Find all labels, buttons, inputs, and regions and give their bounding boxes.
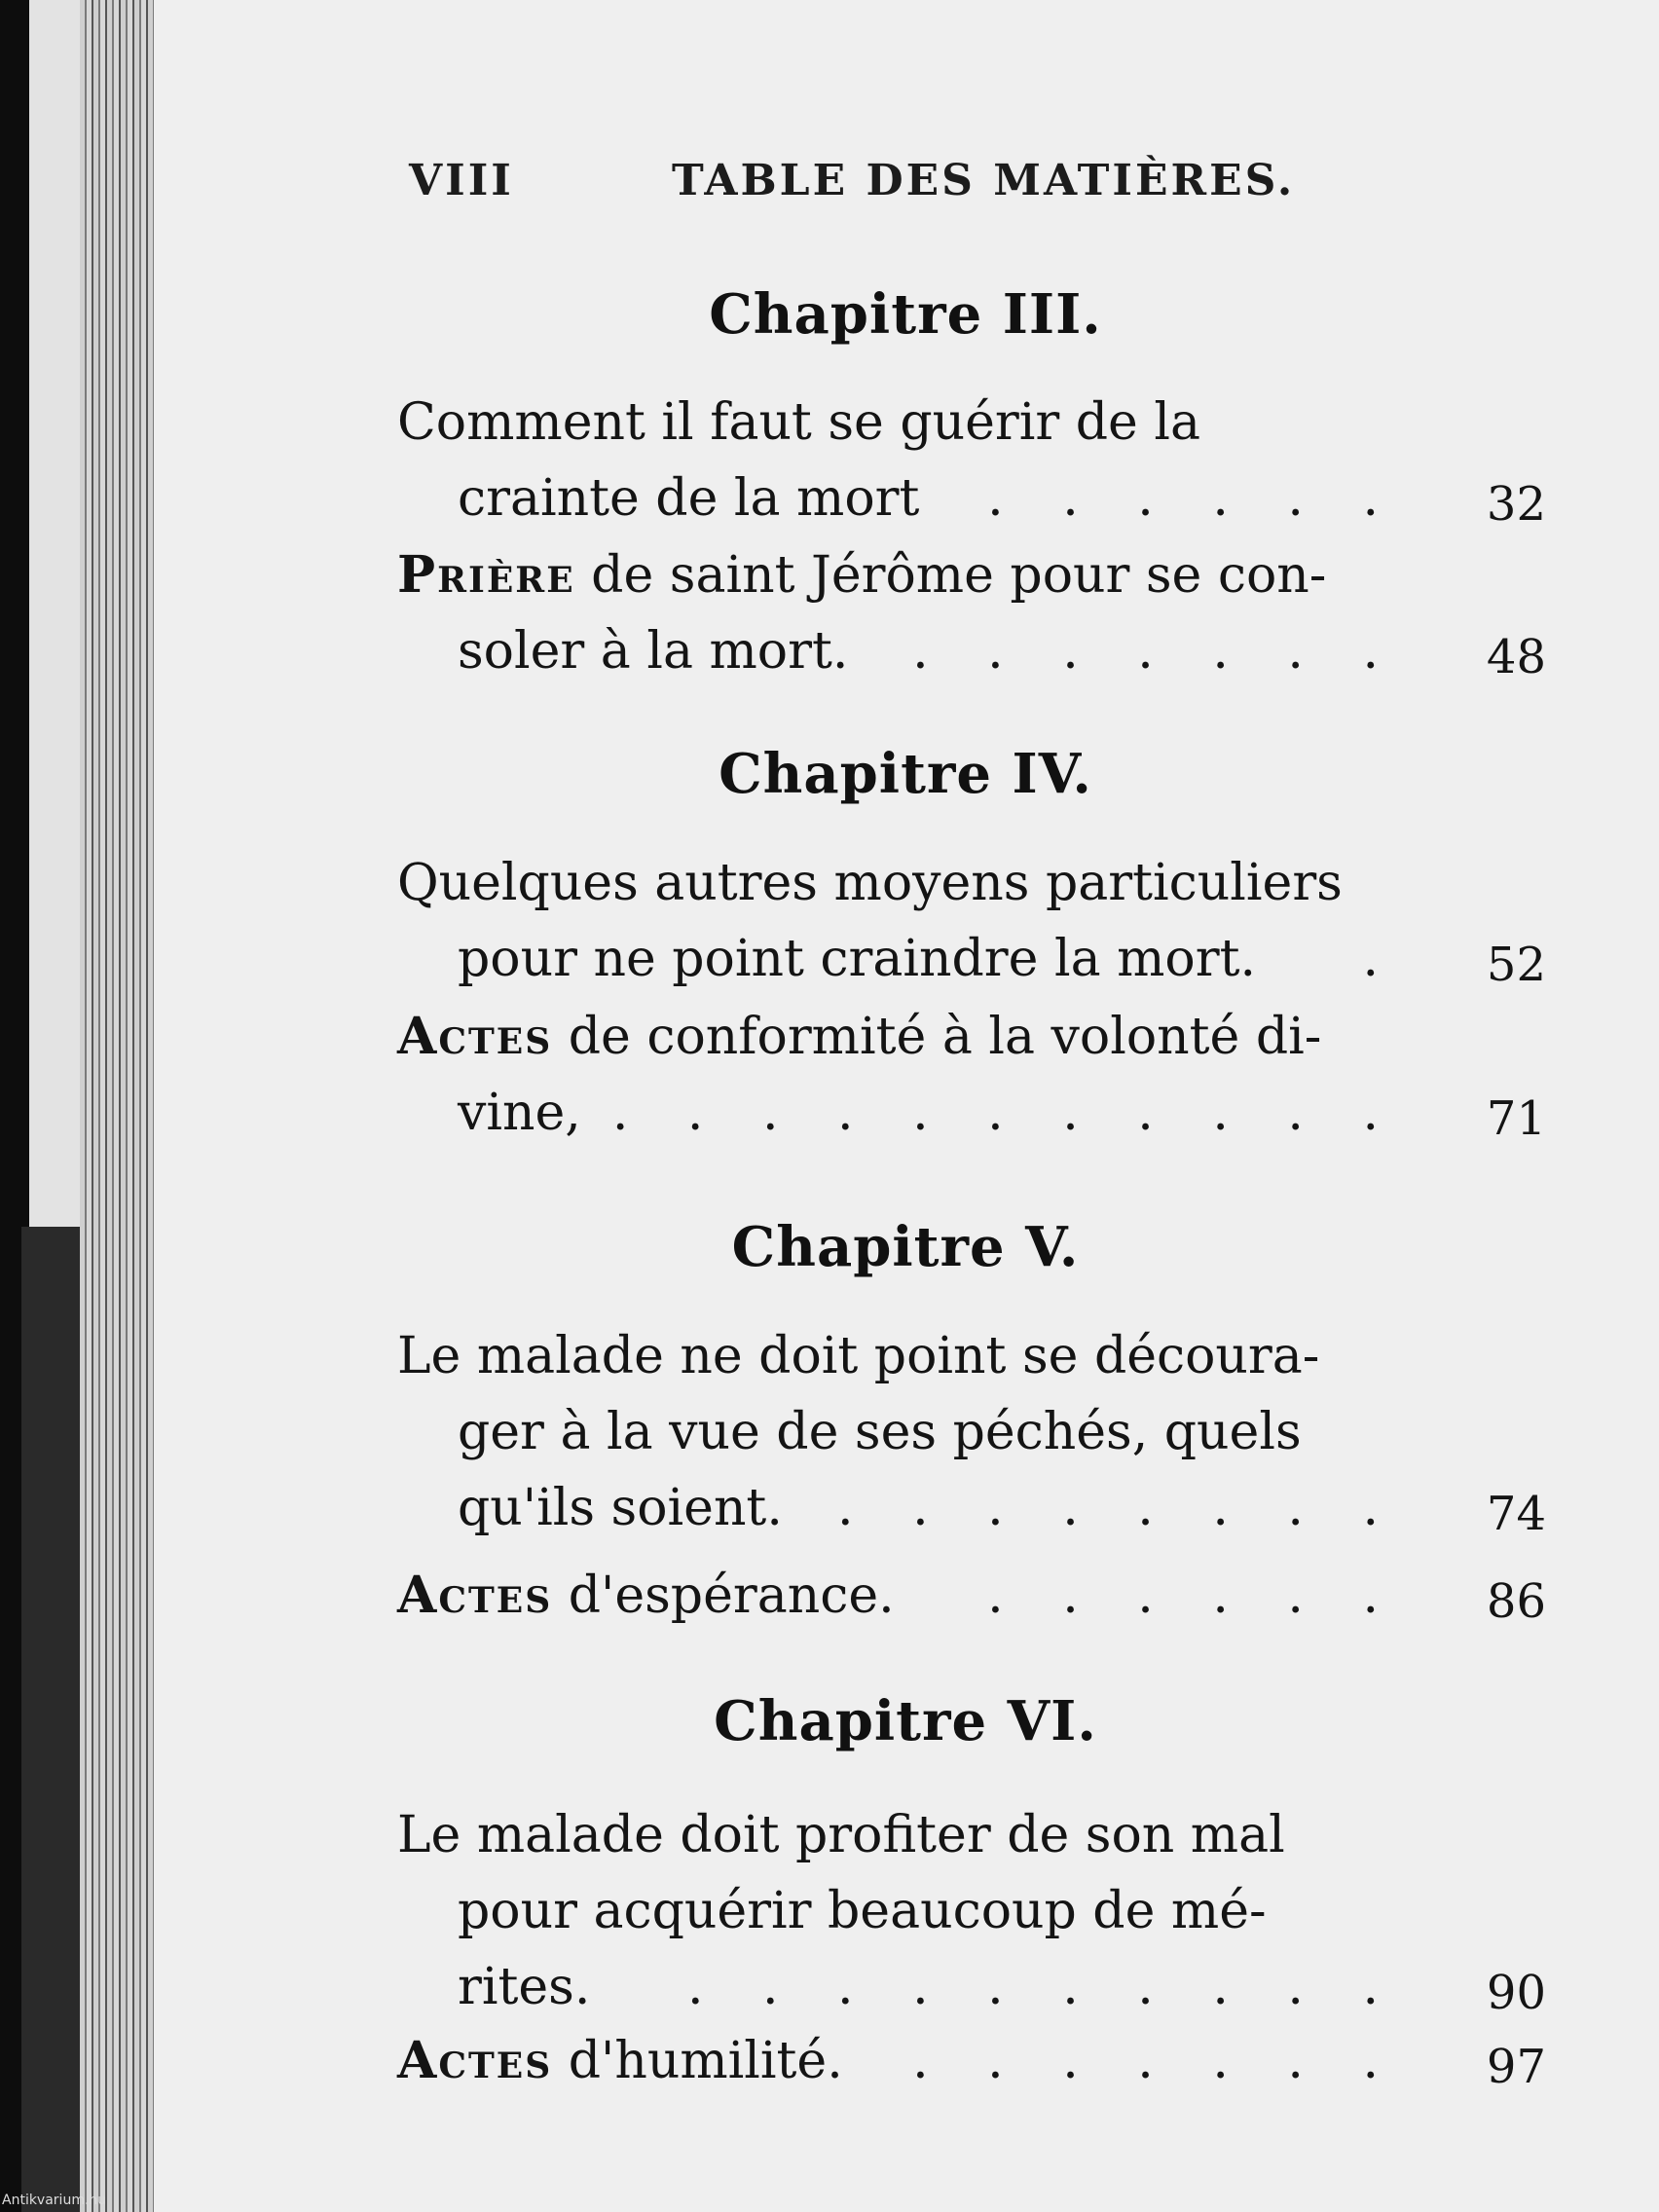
chapter-heading: Chapitre III. — [709, 282, 1102, 347]
page-number: VIII — [409, 156, 514, 205]
running-title: TABLE DES MATIÈRES. — [672, 156, 1296, 205]
entry-page: 48 — [1486, 630, 1546, 684]
entry-line: d'humilité. — [552, 2032, 843, 2090]
chapter-heading: Chapitre IV. — [719, 742, 1092, 806]
entry-line: pour ne point craindre la mort. — [458, 930, 1257, 988]
entry-page: 71 — [1486, 1091, 1546, 1146]
toc-entry — [397, 999, 1546, 1151]
entry-page: 52 — [1486, 938, 1546, 992]
chapter-heading: Chapitre V. — [731, 1215, 1080, 1279]
leader-dots: . . . . . . . . . . — [686, 1958, 1400, 2016]
watermark-credit: Antikvarium.hu — [2, 2193, 107, 2208]
entry-lead: Actes — [397, 2031, 553, 2090]
leader-dots: . . . . . . — [987, 1567, 1400, 1625]
toc-entry — [397, 385, 1546, 536]
toc-entry — [397, 845, 1546, 997]
entry-line: qu'ils soient. — [458, 1479, 783, 1537]
toc-entry — [397, 537, 1546, 689]
entry-line: soler à la mort. — [458, 622, 849, 681]
toc-entry — [397, 1318, 1546, 1546]
leader-dots: . . . . . . . . . . . — [611, 1084, 1400, 1142]
entry-line: vine, — [458, 1084, 581, 1142]
entry-line: d'espérance. — [552, 1567, 895, 1625]
entry-line: ger à la vue de ses péchés, quels — [458, 1403, 1302, 1461]
entry-lead: Prière — [397, 545, 575, 605]
toc-entry — [397, 2023, 1546, 2099]
entry-page: 97 — [1486, 2040, 1546, 2094]
leader-dots: . . . . . . . . — [837, 1479, 1400, 1537]
entry-line: de conformité à la volonté di- — [552, 1008, 1322, 1066]
entry-line: Quelques autres moyens particuliers — [397, 854, 1343, 912]
entry-page: 90 — [1486, 1966, 1546, 2020]
leader-dots: . . . . . . . — [912, 2032, 1400, 2090]
leader-dots: . . . . . . — [987, 469, 1400, 528]
binding-lower — [21, 1227, 80, 2212]
book-page — [154, 0, 1659, 2212]
toc-entry — [397, 1797, 1546, 2025]
leader-dots: . . . . . . . — [912, 622, 1400, 681]
entry-lead: Actes — [397, 1007, 553, 1066]
entry-page: 74 — [1486, 1487, 1546, 1541]
entry-line: pour acquérir beaucoup de mé- — [458, 1882, 1267, 1940]
running-header — [409, 156, 1431, 214]
entry-page: 32 — [1486, 477, 1546, 532]
entry-page: 86 — [1486, 1574, 1546, 1629]
entry-line: rites. — [458, 1958, 591, 2016]
entry-lead: Actes — [397, 1566, 553, 1625]
entry-line: Le malade ne doit point se découra- — [397, 1327, 1320, 1385]
entry-line: Le malade doit profiter de son mal — [397, 1806, 1285, 1864]
entry-line: de saint Jérôme pour se con- — [574, 546, 1327, 605]
toc-entry — [397, 1558, 1546, 1634]
entry-line: crainte de la mort — [458, 469, 920, 528]
leader-dots: . — [1362, 930, 1400, 988]
entry-line: Comment il faut se guérir de la — [397, 393, 1200, 452]
chapter-heading: Chapitre VI. — [714, 1689, 1097, 1753]
page-edges — [80, 0, 154, 2212]
